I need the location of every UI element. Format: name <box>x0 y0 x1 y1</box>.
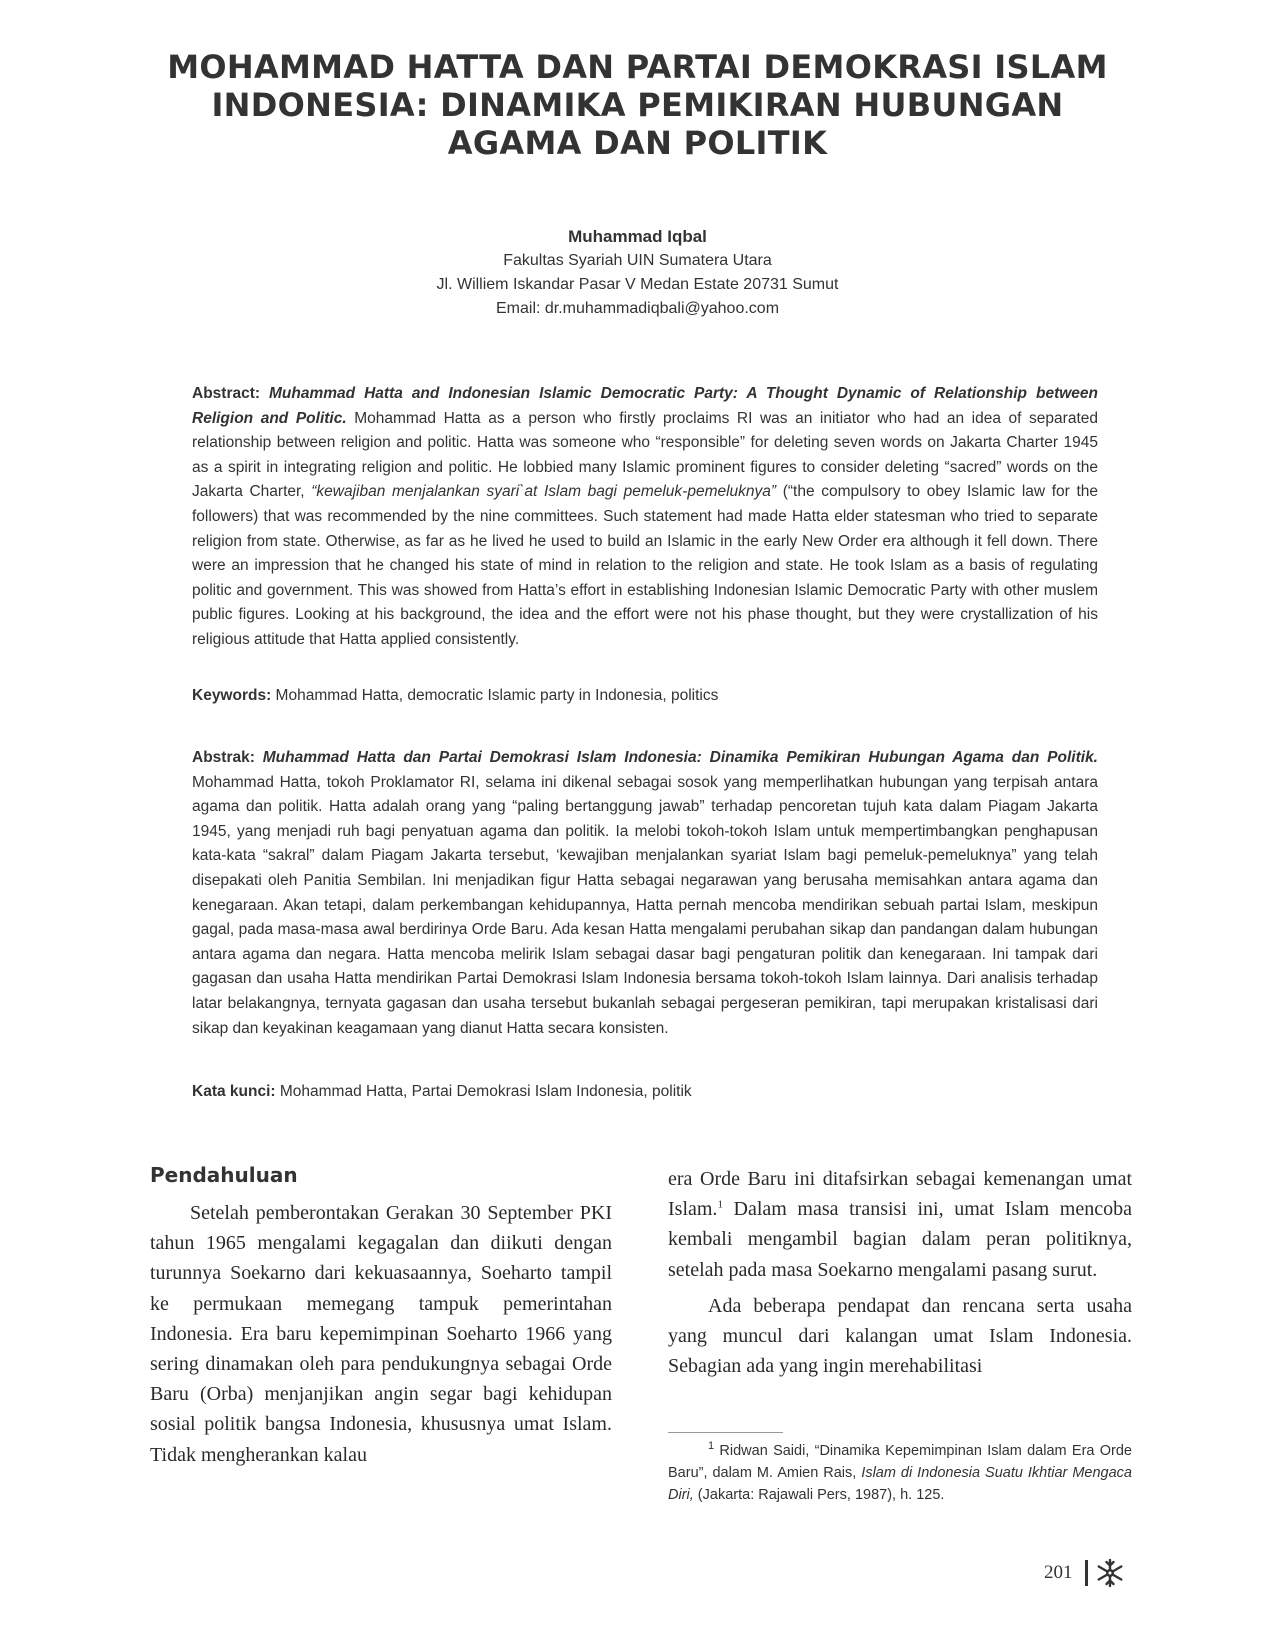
title-line-1: MOHAMMAD HATTA DAN PARTAI DEMOKRASI ISLAM <box>167 48 1108 86</box>
footnote-reference: 1 <box>717 1198 723 1211</box>
abstract-quote: “kewajiban menjalankan syari`at Islam bagi pemeluk-pemeluknya” <box>311 483 777 501</box>
page-number: 201 <box>1044 1562 1073 1583</box>
body-paragraph: Ada beberapa pendapat dan rencana serta usaha yang muncul dari kalangan umat Islam Indonesia. Sebagian ada yang ingin merehabilitasi <box>668 1294 1132 1378</box>
author-affiliation: Fakultas Syariah UIN Sumatera Utara <box>503 252 772 269</box>
abstrak-title: Muhammad Hatta dan Partai Demokrasi Islam Indonesia: Dinamika Pemikiran Hubungan Agama dan Politik. <box>262 749 1098 766</box>
footnote-text: (Jakarta: Rajawali Pers, 1987), h. 125. <box>693 1487 945 1503</box>
footnote-number: 1 <box>708 1440 715 1453</box>
abstract-label: Abstract: <box>192 385 261 402</box>
abstract-title: Muhammad Hatta and Indonesian Islamic Democratic Party: A Thought Dynamic of Relationship between Religion and Politic. <box>192 385 1098 427</box>
abstract-english <box>192 382 1098 653</box>
keywords-label: Keywords: <box>192 687 272 704</box>
author-block <box>200 225 1075 321</box>
snowflake-ornament-icon <box>1094 1557 1126 1589</box>
paper-title <box>150 48 1125 162</box>
author-email: Email: dr.muhammadiqbali@yahoo.com <box>495 300 780 317</box>
body-column-right <box>668 1164 1132 1381</box>
abstract-indonesian <box>192 746 1098 1041</box>
title-line-2: INDONESIA: DINAMIKA PEMIKIRAN HUBUNGAN <box>211 86 1064 124</box>
body-paragraph: Setelah pemberontakan Gerakan 30 September PKI tahun 1965 mengalami kegagalan dan diikuti dengan turunnya Soekarno dari kekuasaannya, Soeharto tampil ke permukaan memegang tampuk pemerintahan Indonesia. Era baru kepemimpinan Soeharto 1966 yang sering dinamakan oleh para pendukungnya sebagai Orde Baru (Orba) menjanjikan angin segar bagi kehidupan sosial politik bangsa Indonesia, khususnya umat Islam. Tidak mengherankan kalau <box>150 1202 612 1466</box>
kata-kunci-label: Kata kunci: <box>192 1083 276 1100</box>
keywords-english <box>192 684 1098 708</box>
abstrak-label: Abstrak: <box>192 749 255 766</box>
title-line-3: AGAMA DAN POLITIK <box>447 124 828 162</box>
footnote-book-title: Islam di Indonesia Suatu Ikhtiar Mengaca Diri, <box>668 1465 1133 1503</box>
body-paragraph <box>668 1164 1132 1285</box>
body-text: Dalam masa transisi ini, umat Islam mencoba kembali mengambil bagian dalam peran politiknya, setelah pada masa Soekarno mengalami pasang surut. <box>668 1198 1132 1281</box>
abstract-text-1: Mohammad Hatta as a person who firstly proclaims RI was an initiator who had an idea of separated relationship between religion and politic. Hatta was someone who “responsible” for deleting seven words on Jakarta Charter 1945 as a spirit in integrating religion and politic. He lobbied many Islamic prominent figures to consider deleting “sacred” words on the Jakarta Charter, <box>192 409 1098 501</box>
footnote <box>668 1440 1132 1506</box>
abstrak-text: Mohammad Hatta, tokoh Proklamator RI, selama ini dikenal sebagai sosok yang memperlihatkan hubungan yang terpisah antara agama dan politik. Hatta adalah orang yang “paling bertanggung jawab” terhadap pencoretan tujuh kata dalam Piagam Jakarta 1945, yang menjadi ruh bagi penyatuan agama dan politik. Ia melobi tokoh-tokoh Islam untuk mempertimbangkan penghapusan kata-kata “sakral” dalam Piagam Jakarta tersebut, ‘kewajiban menjalankan syariat Islam bagi pemeluk-pemeluknya” yang telah disepakati oleh Panitia Sembilan. Ini menjadikan figur Hatta sebagai negarawan yang berusaha memisahkan antara agama dan kenegaraan. Akan tetapi, dalam perkembangan kehidupannya, Hatta pernah mencoba mendirikan sebuah partai Islam, meskipun gagal, pada masa-masa awal berdirinya Orde Baru. Ada kesan Hatta mengalami perubahan sikap dan pandangan dalam hubungan antara agama dan negara. Hatta mencoba melirik Islam sebagai dasar bagi pengaturan politik dan kenegaraan. Ini tampak dari gagasan dan usaha Hatta mendirikan Partai Demokrasi Islam Indonesia bersama tokoh-tokoh Islam lainnya. Dari analisis terhadap latar belakangnya, ternyata gagasan dan usaha tersebut bukanlah sebagai pergeseran pemikiran, tapi merupakan kristalisasi dari sikap dan keyakinan keagamaan yang dianut Hatta secara konsisten. <box>192 773 1098 1037</box>
footnote-divider <box>668 1432 783 1433</box>
author-name: Muhammad Iqbal <box>568 227 707 246</box>
body-column-left <box>150 1198 612 1470</box>
page-number-divider <box>1085 1560 1088 1586</box>
footnote-text: Ridwan Saidi, “Dinamika Kepemimpinan Islam dalam Era Orde Baru”, dalam M. Amien Rais, <box>668 1443 1132 1481</box>
section-heading: Pendahuluan <box>150 1163 298 1187</box>
keywords-text: Mohammad Hatta, democratic Islamic party in Indonesia, politics <box>271 687 719 704</box>
body-text: era Orde Baru ini ditafsirkan sebagai kemenangan umat Islam. <box>668 1168 1132 1221</box>
author-address: Jl. Williem Iskandar Pasar V Medan Estate 20731 Sumut <box>436 276 839 293</box>
abstract-text-2: (“the compulsory to obey Islamic law for the followers) that was recommended by the nine committees. Such statement had made Hatta elder statesman who tried to separate religion from state. Otherwise, as far as he lived he used to build an Islamic in the early New Order era although it fell down. There were an impression that he changed his state of mind in relation to the religion and state. He took Islam as a basis of regulating politic and government. This was showed from Hatta’s effort in establishing Indonesian Islamic Democratic Party with other muslem public figures. Looking at his background, the idea and the effort were not his phase thought, but they were crystallization of his religious attitude that Hatta applied consistently. <box>192 483 1099 648</box>
keywords-indonesian <box>192 1080 1098 1104</box>
kata-kunci-text: Mohammad Hatta, Partai Demokrasi Islam Indonesia, politik <box>275 1083 692 1100</box>
